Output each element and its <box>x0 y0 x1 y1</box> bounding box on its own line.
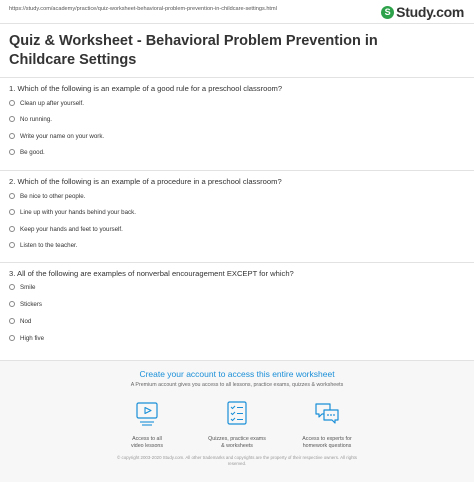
top-bar <box>0 0 474 24</box>
promo-subtitle: A Premium account gives you access to all lessons, practice exams, quizzes & worksheets <box>130 382 344 388</box>
feature-label-line-2: & worksheets <box>221 442 253 449</box>
answer-option[interactable]: Smile <box>9 282 35 292</box>
quizzes-checklist-icon <box>223 401 251 427</box>
page-url: https://study.com/academy/practice/quiz-worksheet-behavioral-problem-prevention-in-childcare-settings.html <box>9 6 277 12</box>
radio-button[interactable] <box>9 226 15 232</box>
answer-option[interactable]: Write your name on your work. <box>9 131 104 141</box>
feature-label-line-1: Quizzes, practice exams <box>208 436 266 442</box>
answer-option[interactable]: Line up with your hands behind your back. <box>9 207 136 217</box>
radio-button[interactable] <box>9 335 15 341</box>
page-title-line-2: Childcare Settings <box>9 52 137 68</box>
answer-option[interactable]: Keep your hands and feet to yourself. <box>9 224 123 234</box>
answer-option[interactable]: Be nice to other people. <box>9 191 85 201</box>
chat-experts-icon <box>313 401 341 427</box>
radio-button[interactable] <box>9 284 15 290</box>
copyright-line-2: reserved. <box>227 461 247 466</box>
divider <box>0 77 474 78</box>
answer-option[interactable]: Stickers <box>9 299 42 309</box>
answer-option[interactable]: Clean up after yourself. <box>9 98 84 108</box>
answer-option[interactable]: No running. <box>9 114 52 124</box>
premium-promo <box>0 360 474 482</box>
divider <box>0 170 474 171</box>
study-logo[interactable] <box>381 4 464 20</box>
page-title-line-1: Quiz & Worksheet - Behavioral Problem Prevention in <box>9 33 378 49</box>
radio-button[interactable] <box>9 116 15 122</box>
promo-title[interactable]: Create your account to access this entire worksheet <box>139 369 335 379</box>
page-title <box>9 32 409 70</box>
copyright-line-1: © copyright 2003-2020 Study.com. All other trademarks and copyrights are the property of their respective owners. All rights <box>117 455 357 460</box>
feature-label-line-1: Access to experts for <box>302 436 352 442</box>
radio-button[interactable] <box>9 100 15 106</box>
answer-option[interactable]: Listen to the teacher. <box>9 240 77 250</box>
study-logo-text: Study.com <box>396 4 464 20</box>
answer-option[interactable]: Be good. <box>9 147 45 157</box>
radio-button[interactable] <box>9 301 15 307</box>
radio-button[interactable] <box>9 209 15 215</box>
feature-label-line-2: video lessons <box>130 442 164 449</box>
feature-quizzes <box>192 401 282 450</box>
radio-button[interactable] <box>9 193 15 199</box>
radio-button[interactable] <box>9 149 15 155</box>
feature-label-line-1: Access to all <box>132 436 162 442</box>
answer-option[interactable]: Nod <box>9 316 31 326</box>
feature-experts <box>282 401 372 450</box>
feature-label-line-2: homework questions <box>302 442 352 449</box>
study-logo-mark: S <box>381 6 394 19</box>
radio-button[interactable] <box>9 133 15 139</box>
answer-option[interactable]: High five <box>9 333 44 343</box>
copyright <box>80 455 394 467</box>
feature-video-lessons <box>102 401 192 450</box>
question-text: 2. Which of the following is an example of a procedure in a preschool classroom? <box>9 177 282 186</box>
video-lessons-icon <box>133 401 161 427</box>
radio-button[interactable] <box>9 318 15 324</box>
question-text: 3. All of the following are examples of nonverbal encouragement EXCEPT for which? <box>9 269 294 278</box>
divider <box>0 262 474 263</box>
radio-button[interactable] <box>9 242 15 248</box>
question-text: 1. Which of the following is an example of a good rule for a preschool classroom? <box>9 84 283 93</box>
